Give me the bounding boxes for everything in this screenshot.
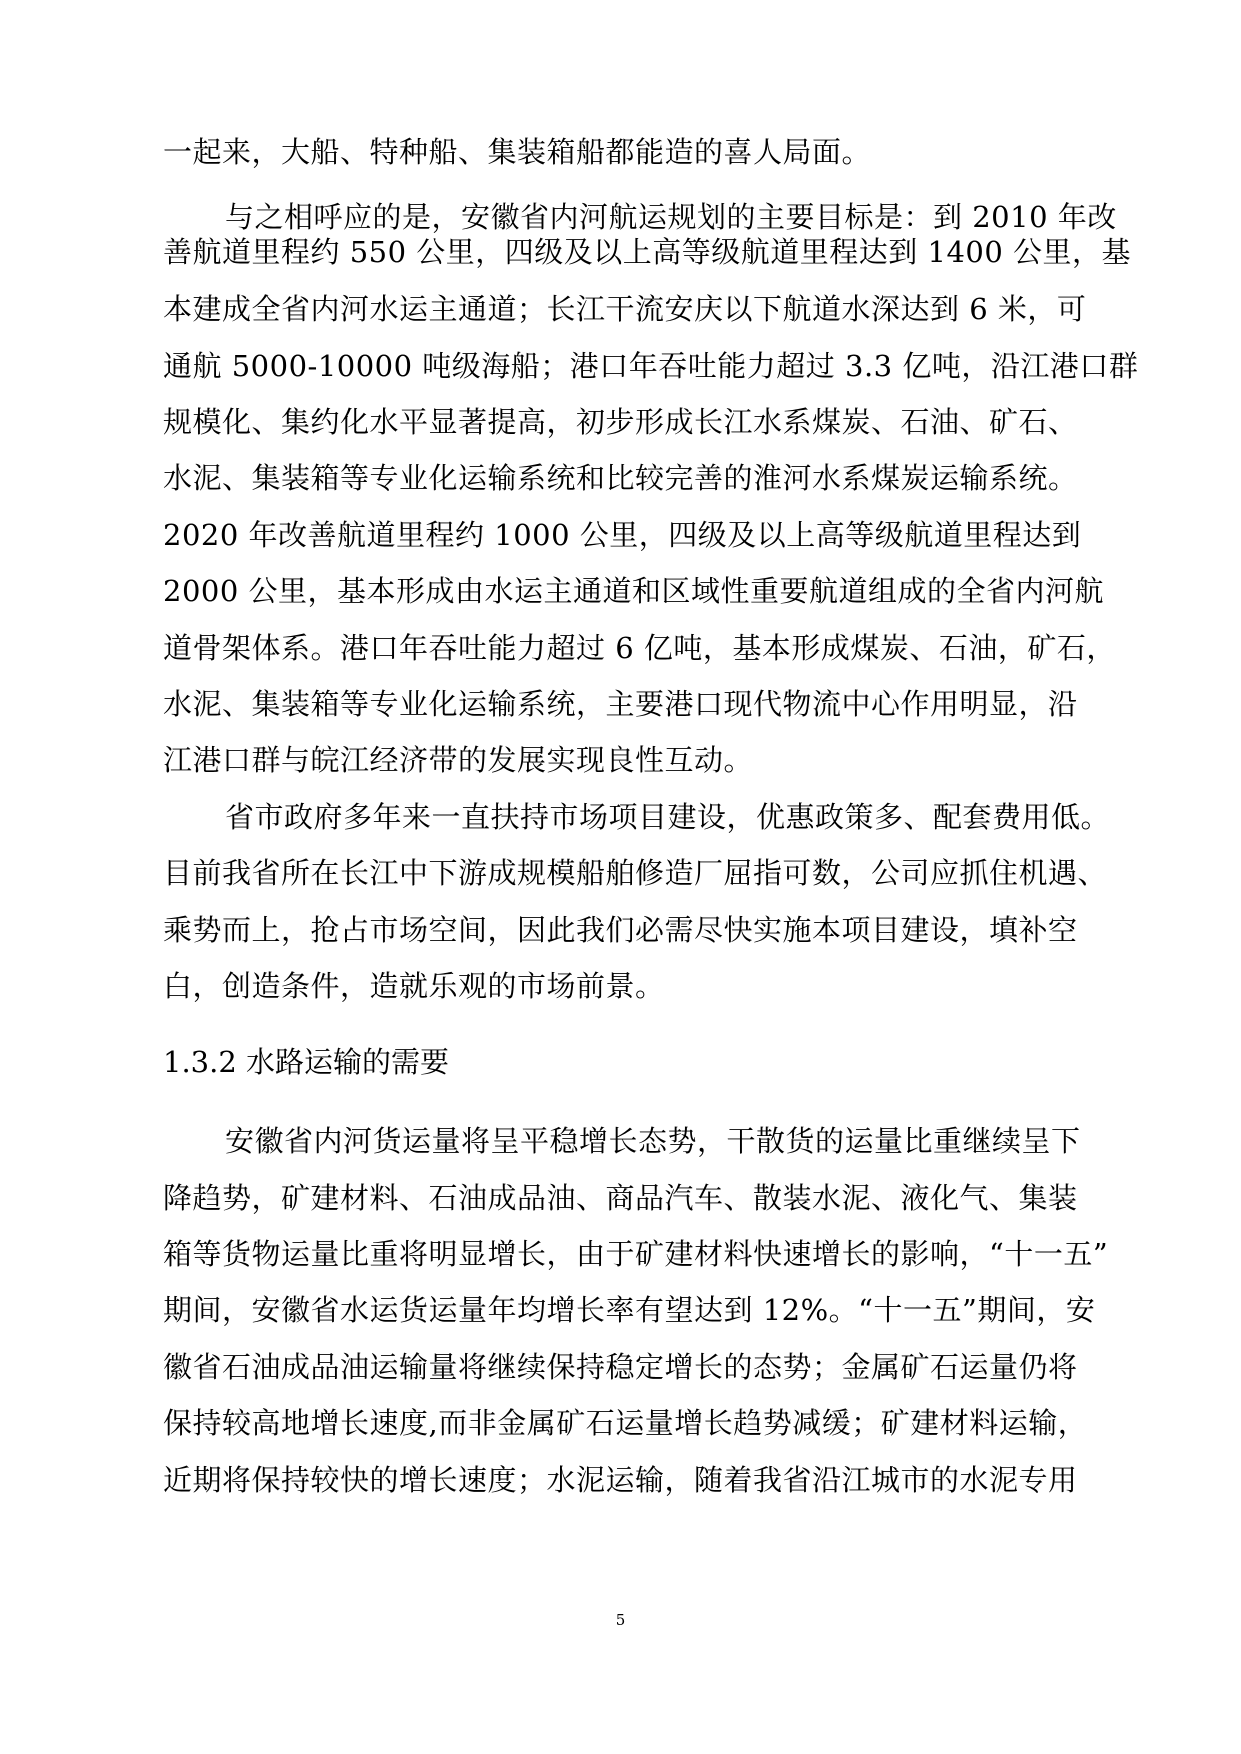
paragraph-line: 水泥、集装箱等专业化运输系统和比较完善的淮河水系煤炭运输系统。 — [163, 461, 1078, 495]
paragraph-line: 省市政府多年来一直扶持市场项目建设，优惠政策多、配套费用低。 — [225, 800, 1111, 834]
paragraph-line: 白，创造条件，造就乐观的市场前景。 — [163, 969, 665, 1003]
paragraph-line: 降趋势，矿建材料、石油成品油、商品汽车、散装水泥、液化气、集装 — [163, 1181, 1078, 1215]
paragraph-line: 2000 公里，基本形成由水运主通道和区域性重要航道组成的全省内河航 — [163, 574, 1105, 608]
paragraph-line: 乘势而上，抢占市场空间，因此我们必需尽快实施本项目建设，填补空 — [163, 913, 1078, 947]
page-number: 5 — [615, 1611, 626, 1629]
paragraph-line: 善航道里程约 550 公里，四级及以上高等级航道里程达到 1400 公里，基 — [163, 235, 1132, 269]
section-heading: 1.3.2 水路运输的需要 — [163, 1045, 450, 1079]
paragraph-line: 徽省石油成品油运输量将继续保持稳定增长的态势；金属矿石运量仍将 — [163, 1350, 1078, 1384]
paragraph-line: 水泥、集装箱等专业化运输系统，主要港口现代物流中心作用明显，沿 — [163, 687, 1078, 721]
paragraph-line: 安徽省内河货运量将呈平稳增长态势，干散货的运量比重继续呈下 — [225, 1124, 1081, 1158]
paragraph-line: 道骨架体系。港口年吞吐能力超过 6 亿吨，基本形成煤炭、石油，矿石， — [163, 631, 1116, 665]
paragraph-line: 期间，安徽省水运货运量年均增长率有望达到 12%。“十一五”期间，安 — [163, 1293, 1096, 1327]
paragraph-line: 规模化、集约化水平显著提高，初步形成长江水系煤炭、石油、矿石、 — [163, 405, 1078, 439]
paragraph-line: 保持较高地增长速度,而非金属矿石运量增长趋势减缓；矿建材料运输， — [163, 1406, 1088, 1440]
paragraph-line: 一起来，大船、特种船、集装箱船都能造的喜人局面。 — [163, 135, 872, 169]
paragraph-line: 近期将保持较快的增长速度；水泥运输，随着我省沿江城市的水泥专用 — [163, 1463, 1078, 1497]
paragraph-line: 通航 5000-10000 吨级海船；港口年吞吐能力超过 3.3 亿吨，沿江港口群 — [163, 349, 1139, 383]
paragraph-line: 箱等货物运量比重将明显增长，由于矿建材料快速增长的影响，“十一五” — [163, 1237, 1109, 1271]
paragraph-line: 2020 年改善航道里程约 1000 公里，四级及以上高等级航道里程达到 — [163, 518, 1082, 552]
paragraph-line: 本建成全省内河水运主通道；长江干流安庆以下航道水深达到 6 米，可 — [163, 292, 1087, 326]
paragraph-line: 目前我省所在长江中下游成规模船舶修造厂屈指可数，公司应抓住机遇、 — [163, 856, 1108, 890]
paragraph-line: 与之相呼应的是，安徽省内河航运规划的主要目标是：到 2010 年改 — [225, 200, 1117, 234]
paragraph-line: 江港口群与皖江经济带的发展实现良性互动。 — [163, 743, 754, 777]
